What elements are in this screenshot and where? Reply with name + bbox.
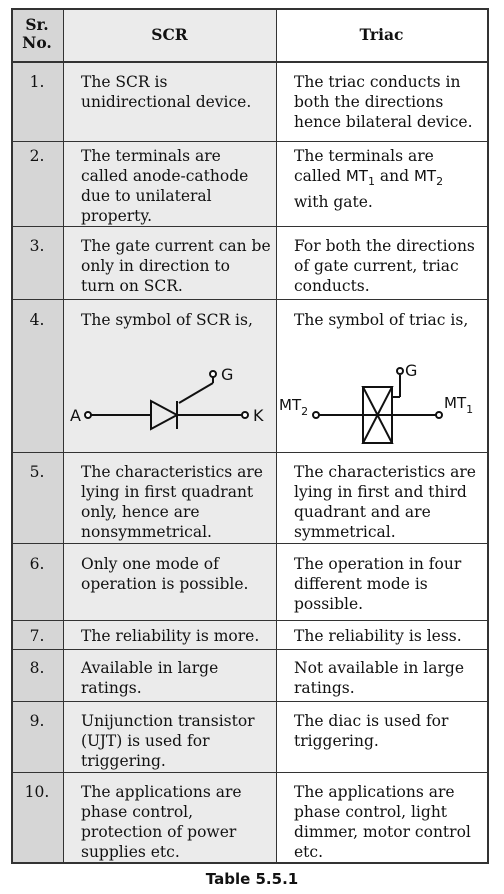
- triac-cell: [294, 146, 443, 212]
- scr-cell: The SCR is unidirectional device.: [81, 73, 252, 111]
- mt1-label: $MT_1$: [345, 167, 375, 188]
- row-rule: [11, 772, 489, 773]
- table-left-border: [11, 8, 13, 864]
- header-rule: [11, 61, 489, 63]
- table-top-border: [11, 8, 489, 10]
- row-number: 7.: [29, 627, 45, 645]
- row-rule: [11, 620, 489, 621]
- row-number: 5.: [29, 463, 45, 481]
- mt2-terminal-label: $MT_2$: [279, 396, 309, 418]
- row-number: 10.: [24, 783, 50, 801]
- triac-cell: The reliability is less.: [294, 627, 462, 645]
- header-triac: Triac: [359, 25, 404, 44]
- scr-cell: The terminals are called anode-cathode due to unilateral property.: [81, 147, 249, 225]
- triac-cell: The symbol of triac is,: [294, 311, 469, 329]
- triac-cell: The characteristics are lying in first and third quadrant and are symmetrical.: [294, 463, 476, 541]
- triac-cell: For both the directions of gate current, triac conducts.: [294, 237, 475, 295]
- sr-column-bg: [11, 8, 63, 864]
- scr-cell: The characteristics are lying in first quadrant only, hence are nonsymmetrical.: [81, 463, 263, 541]
- scr-cell: The gate current can be only in direction to turn on SCR.: [81, 237, 271, 295]
- row-rule: [11, 299, 489, 300]
- row-rule: [11, 141, 489, 142]
- triac-cell: The operation in four different mode is possible.: [294, 555, 462, 613]
- row-number: 1.: [29, 73, 45, 91]
- table-right-border: [487, 8, 489, 864]
- scr-cell: Only one mode of operation is possible.: [81, 555, 249, 593]
- triac-cell-text: and: [374, 167, 414, 185]
- cathode-label: K: [253, 406, 264, 425]
- row-rule: [11, 452, 489, 453]
- table-bottom-border: [11, 862, 489, 864]
- row-number: 8.: [29, 659, 45, 677]
- triac-cell: The applications are phase control, light dimmer, motor control etc.: [294, 783, 471, 861]
- header-sr-no: Sr. No.: [22, 15, 52, 52]
- triac-cell: The diac is used for triggering.: [294, 712, 449, 750]
- triac-symbol: [276, 353, 487, 448]
- scr-cell: The applications are phase control, protection of power supplies etc.: [81, 783, 242, 861]
- triac-cell-text: The terminals are called: [294, 147, 434, 185]
- row-number: 4.: [29, 311, 45, 329]
- row-rule: [11, 543, 489, 544]
- triac-cell-text: with gate.: [294, 193, 373, 211]
- anode-label: A: [70, 406, 81, 425]
- scr-cell: The symbol of SCR is,: [81, 311, 253, 329]
- row-number: 9.: [29, 712, 45, 730]
- scr-symbol: [63, 353, 276, 448]
- triac-cell: The triac conducts in both the directions hence bilateral device.: [294, 73, 473, 131]
- gate-label: G: [405, 361, 418, 380]
- row-rule: [11, 226, 489, 227]
- gate-label: G: [221, 365, 234, 384]
- row-number: 2.: [29, 147, 45, 165]
- mt1-terminal-label: $MT_1$: [444, 394, 474, 416]
- header-scr: SCR: [151, 25, 188, 44]
- table-caption: Table 5.5.1: [205, 870, 299, 888]
- scr-cell: Available in large ratings.: [81, 659, 219, 697]
- row-rule: [11, 649, 489, 650]
- scr-cell: Unijunction transistor (UJT) is used for triggering.: [81, 712, 255, 770]
- comparison-table: [11, 8, 489, 864]
- row-number: 6.: [29, 555, 45, 573]
- row-rule: [11, 701, 489, 702]
- scr-cell: The reliability is more.: [81, 627, 260, 645]
- row-number: 3.: [29, 237, 45, 255]
- mt2-label: $MT_2$: [413, 167, 444, 188]
- triac-cell: Not available in large ratings.: [294, 659, 464, 697]
